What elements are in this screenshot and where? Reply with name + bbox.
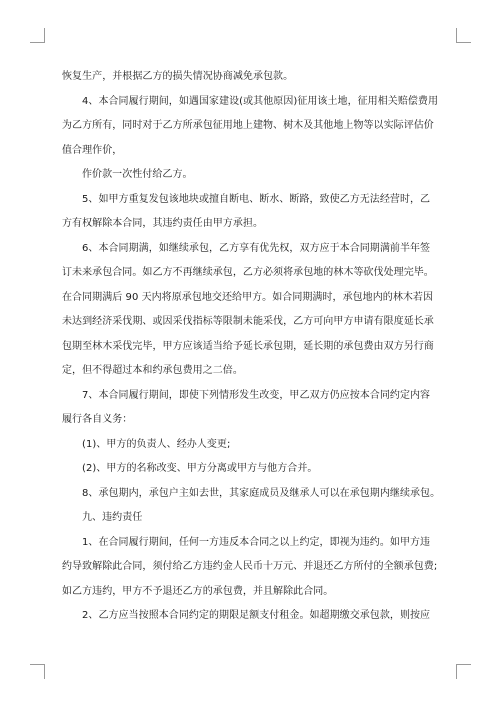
crop-mark-bottom-right [456, 664, 471, 679]
text-line: 6、本合同期满，如继续承包，乙方享有优先权，双方应于本合同期满前半年签 [82, 242, 431, 254]
text-line: 未达到经济采伐期、或因采伐指标等限制未能采伐，乙方可向甲方申请有限度延长承 [62, 316, 434, 327]
text-line: 包期至林木采伐完毕，甲方应该适当给予延长承包期，延长期的承包费由双方另行商 [62, 340, 434, 352]
text-line: (2)、甲方的名称改变、甲方分离或甲方与他方合并。 [82, 463, 318, 474]
text-line: 定，但不得超过本和约承包费用之二倍。 [62, 365, 243, 376]
text-line: 订未来承包合同。如乙方不再继续承包，乙方必须将承包地的林木等砍伐处理完毕。 [62, 267, 434, 278]
text-line: 7、本合同履行期间，即使下列情形发生改变，甲乙双方仍应按本合同约定内容 [82, 389, 431, 401]
text-line: 作价款一次性付给乙方。 [82, 169, 193, 180]
text-line: 如乙方违约，甲方不予退还乙方的承包费，并且解除此合同。 [62, 585, 334, 597]
document-body [62, 65, 440, 629]
text-line: (1)、甲方的负责人、经办人变更; [82, 438, 231, 450]
text-line: 约导致解除此合同，须付给乙方违约金人民币十万元、并退还乙方所付的全额承包费; [62, 561, 438, 572]
text-line: 值合理作价， [62, 144, 123, 156]
text-line: 1、在合同履行期间，任何一方违反本合同之以上约定，即视为违约。如甲方违 [82, 536, 431, 548]
crop-mark-top-left [30, 28, 45, 43]
text-line: 4、本合同履行期间，如遇国家建设(或其他原因)征用该土地，征用相关赔偿费用 [82, 95, 439, 107]
text-line: 5、如甲方重复发包该地块或擅自断电、断水、断路，致使乙方无法经营时，乙 [82, 193, 431, 205]
crop-mark-bottom-left [30, 664, 45, 679]
crop-mark-top-right [456, 28, 471, 43]
text-line: 8、承包期内，承包户主如去世，其家庭成员及继承人可以在承包期内继续承包。 [82, 487, 440, 499]
text-line: 为乙方所有，同时对于乙方所承包征用地上建物、树木及其他地上物等以实际评估价 [62, 120, 434, 131]
text-line: 恢复生产，并根据乙方的损失情况协商减免承包款。 [62, 71, 294, 82]
text-line: 履行各自义务： [62, 414, 133, 425]
text-line: 在合同期满后 90 天内将原承包地交还给甲方。如合同期满时，承包地内的林木若因 [62, 291, 434, 303]
section-heading: 九、违约责任 [82, 512, 143, 523]
text-line: 方有权解除本合同，其违约责任由甲方承担。 [62, 218, 263, 229]
text-line: 2、乙方应当按照本合同约定的期限足额支付租金。如超期缴交承包款，则按应 [82, 610, 431, 621]
